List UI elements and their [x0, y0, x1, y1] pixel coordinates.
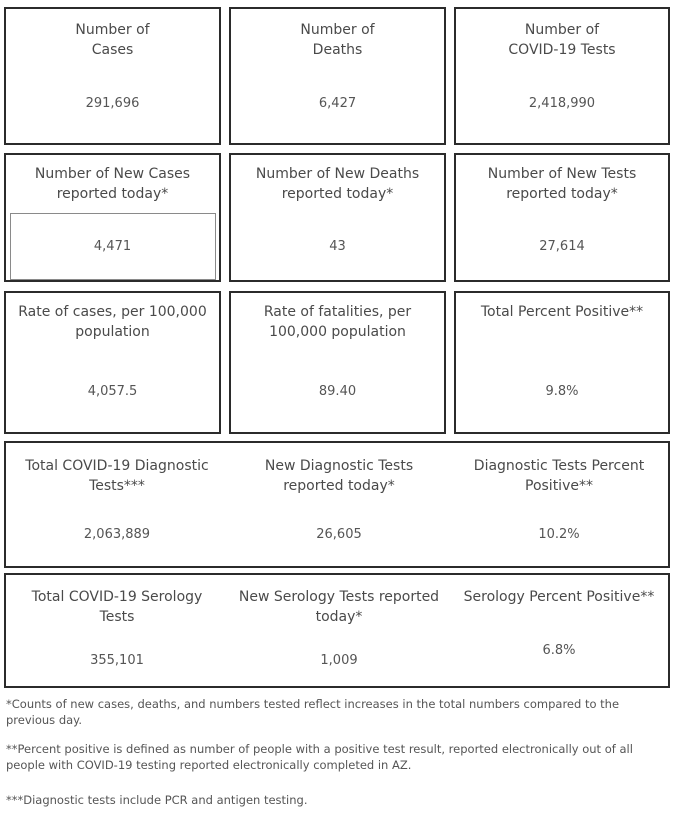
tests-card — [454, 7, 670, 145]
case-rate-value: 4,057.5 — [87, 384, 138, 399]
diagnostic-tests-panel — [4, 441, 670, 568]
case-rate-card — [4, 291, 221, 434]
new-cases-label: Number of New Cases reported today* — [34, 166, 191, 202]
fatality-rate-label: Rate of fatalities, per 100,000 population — [263, 304, 412, 340]
tests-label: Number of COVID-19 Tests — [508, 22, 616, 58]
serology-percent-label: Serology Percent Positive** — [463, 589, 655, 605]
diagnostic-percent-value: 10.2% — [538, 527, 580, 542]
new-cases-value: 4,471 — [93, 239, 132, 254]
diagnostic-total-value: 2,063,889 — [83, 527, 151, 542]
footnote-diagnostic-tests: ***Diagnostic tests include PCR and antigen testing. — [6, 793, 308, 807]
new-tests-value: 27,614 — [539, 239, 585, 254]
new-deaths-value: 43 — [329, 239, 346, 254]
diagnostic-percent-cell — [450, 443, 668, 566]
serology-new-label: New Serology Tests reported today* — [238, 589, 440, 625]
new-tests-label: Number of New Tests reported today* — [487, 166, 637, 202]
deaths-value: 6,427 — [318, 96, 357, 111]
footnote-new-counts: *Counts of new cases, deaths, and numbers tested reflect increases in the total numbers compared to the previous day. — [6, 697, 620, 727]
cases-card — [4, 7, 221, 145]
tests-value: 2,418,990 — [528, 96, 596, 111]
diagnostic-new-cell — [228, 443, 450, 566]
serology-total-label: Total COVID-19 Serology Tests — [31, 589, 203, 625]
serology-total-value: 355,101 — [90, 653, 144, 668]
percent-positive-card — [454, 291, 670, 434]
cases-value: 291,696 — [85, 96, 140, 111]
new-cases-card — [4, 153, 221, 282]
percent-positive-value: 9.8% — [545, 384, 579, 399]
serology-tests-panel — [4, 573, 670, 688]
new-deaths-label: Number of New Deaths reported today* — [255, 166, 420, 202]
new-deaths-card — [229, 153, 446, 282]
fatality-rate-value: 89.40 — [318, 384, 357, 399]
serology-new-cell — [228, 575, 450, 686]
percent-positive-label: Total Percent Positive** — [480, 304, 644, 320]
serology-percent-value: 6.8% — [542, 643, 576, 658]
serology-percent-cell — [450, 575, 668, 686]
serology-total-cell — [6, 575, 228, 686]
diagnostic-percent-label: Diagnostic Tests Percent Positive** — [473, 458, 645, 494]
fatality-rate-card — [229, 291, 446, 434]
new-tests-card — [454, 153, 670, 282]
footnote-percent-positive: **Percent positive is defined as number of people with a positive test result, reported electronically out of all people with COVID-19 testing reported electronically completed in AZ. — [6, 742, 633, 772]
diagnostic-new-label: New Diagnostic Tests reported today* — [264, 458, 414, 494]
deaths-card — [229, 7, 446, 145]
diagnostic-total-label: Total COVID-19 Diagnostic Tests*** — [25, 458, 209, 494]
serology-new-value: 1,009 — [320, 653, 358, 668]
deaths-label: Number of Deaths — [300, 22, 375, 58]
diagnostic-new-value: 26,605 — [316, 527, 362, 542]
diagnostic-total-cell — [6, 443, 228, 566]
cases-label: Number of Cases — [75, 22, 150, 58]
case-rate-label: Rate of cases, per 100,000 population — [18, 304, 207, 340]
